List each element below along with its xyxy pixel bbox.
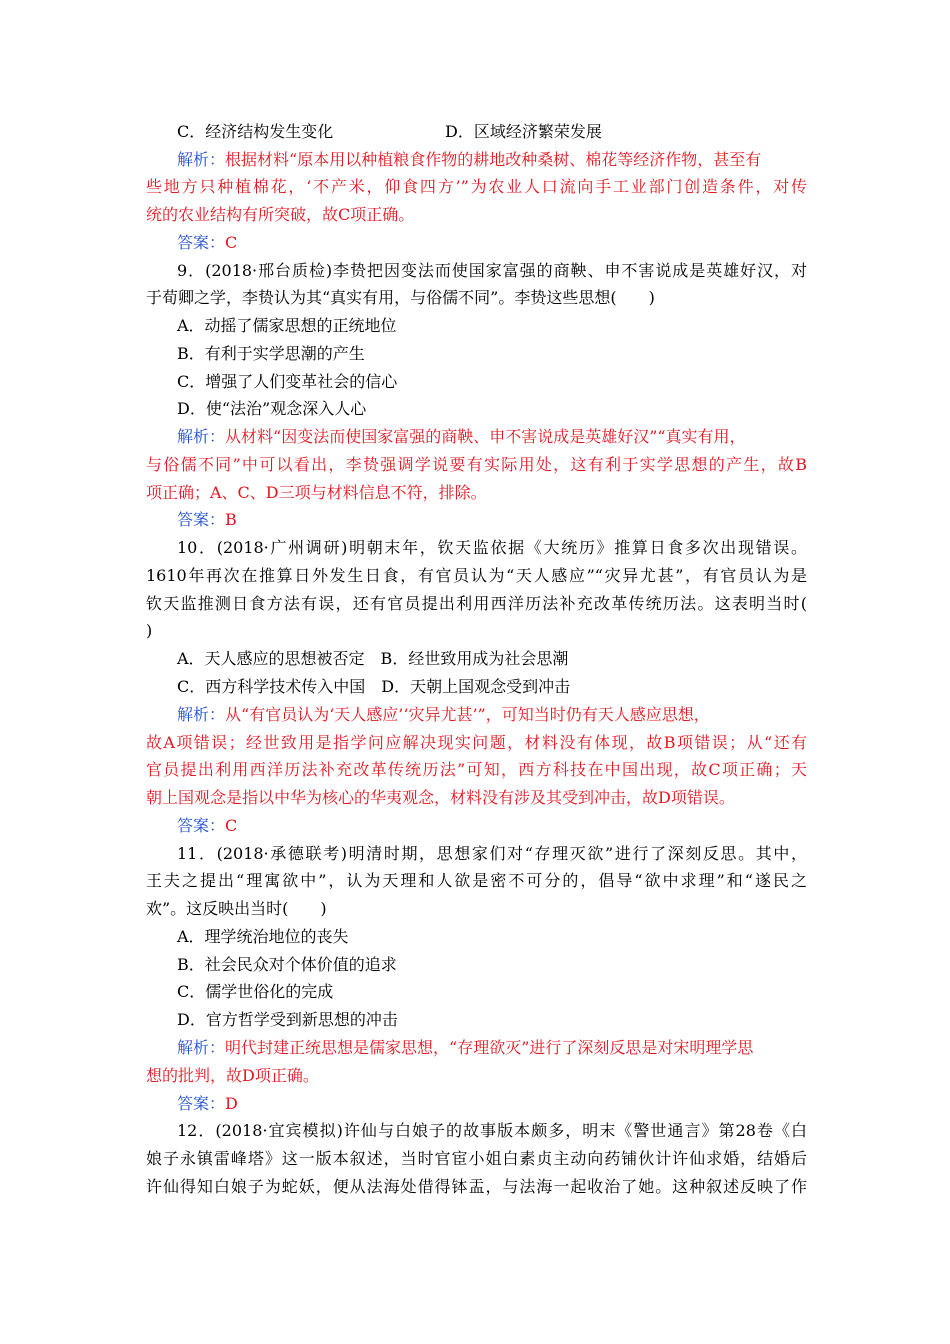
- q9-stem-line-1: 9．(2018·邢台质检)李贽把因变法而使国家富强的商鞅、申不害说成是英雄好汉，对: [177, 261, 807, 280]
- answer-label: 答案：: [177, 816, 226, 835]
- answer-value: B: [225, 510, 237, 529]
- q8-answer: [177, 230, 237, 256]
- q12-stem-line-1: 12．(2018·宜宾模拟)许仙与白娘子的故事版本颇多，明末《警世通言》第28卷《白: [177, 1121, 807, 1140]
- q8-analysis-line-1: 解析：根据材料“原本用以种植粮食作物的耕地改种桑树、棉花等经济作物，甚至有: [177, 150, 762, 169]
- q12-stem-line-3: 许仙得知白娘子为蛇妖，便从法海处借得钵盂，与法海一起收治了她。这种叙述反映了作: [146, 1177, 807, 1196]
- q12-stem-line-2: 娘子永镇雷峰塔》这一版本叙述，当时官宦小姐白素贞主动向药铺伙计许仙求婚，结婚后: [146, 1149, 807, 1168]
- q10-stem-line-3: 钦天监推测日食方法有误，还有官员提出利用西洋历法补充改革传统历法。这表明当时(: [146, 594, 807, 613]
- q11-option-a: A．理学统治地位的丧失: [177, 927, 349, 946]
- q9-analysis-line-2: 与俗儒不同”中可以看出，李贽强调学说要有实际用处，这有利于实学思想的产生，故B: [146, 455, 807, 474]
- q11-stem-line-2: 王夫之提出“理寓欲中”，认为天理和人欲是密不可分的，倡导“欲中求理”和“遂民之: [146, 871, 807, 890]
- answer-label: 答案：: [177, 1094, 226, 1113]
- q11-stem-line-1: 11．(2018·承德联考)明清时期，思想家们对“存理灭欲”进行了深刻反思。其中，: [177, 844, 807, 863]
- q10-stem-line-4: ): [146, 621, 153, 640]
- q9-answer: [177, 507, 237, 533]
- answer-label: 答案：: [177, 510, 226, 529]
- q8-option-d: D．区域经济繁荣发展: [445, 122, 602, 141]
- answer-value: C: [225, 233, 238, 252]
- answer-value: D: [225, 1094, 238, 1113]
- q11-analysis-line-2: 想的批判，故D项正确。: [146, 1066, 319, 1085]
- answer-label: 答案：: [177, 233, 226, 252]
- q10-options-cd: C．西方科学技术传入中国 D．天朝上国观念受到冲击: [177, 677, 571, 696]
- q10-stem-line-1: 10．(2018·广州调研)明朝末年，钦天监依据《大统历》推算日食多次出现错误。: [177, 538, 807, 557]
- analysis-label: 解析：: [177, 1038, 226, 1057]
- q11-option-d: D．官方哲学受到新思想的冲击: [177, 1010, 398, 1029]
- q9-stem-line-2: 于荀卿之学，李贽认为其“真实有用，与俗儒不同”。李贽这些思想( ): [146, 288, 655, 307]
- analysis-label: 解析：: [177, 705, 226, 724]
- q11-analysis-line-1: 解析：明代封建正统思想是儒家思想，“存理欲灭”进行了深刻反思是对宋明理学思: [177, 1038, 754, 1057]
- analysis-label: 解析：: [177, 150, 226, 169]
- analysis-label: 解析：: [177, 427, 226, 446]
- q11-option-c: C．儒学世俗化的完成: [177, 982, 334, 1001]
- q10-answer: [177, 813, 237, 839]
- q10-stem-line-2: 1610年再次在推算日外发生日食，有官员认为“天人感应”“灾异尤甚”，有官员认为是: [146, 566, 807, 585]
- q9-analysis-line-1: 解析：从材料“因变法而使国家富强的商鞅、申不害说成是英雄好汉”“真实有用，: [177, 427, 746, 446]
- q11-answer: [177, 1091, 238, 1117]
- q10-analysis-line-3: 官员提出利用西洋历法补充改革传统历法”可知，西方科技在中国出现，故C项正确；天: [146, 760, 807, 779]
- q9-option-c: C．增强了人们变革社会的信心: [177, 372, 398, 391]
- q11-stem-line-3: 欢”。这反映出当时( ): [146, 899, 327, 918]
- q9-option-d: D．使“法治”观念深入人心: [177, 399, 367, 418]
- q9-option-a: A．动摇了儒家思想的正统地位: [177, 316, 397, 335]
- q10-options-ab: A．天人感应的思想被否定 B．经世致用成为社会思潮: [177, 649, 569, 668]
- q8-analysis-line-2: 些地方只种植棉花，‘不产米，仰食四方’”为农业人口流向手工业部门创造条件，对传: [146, 177, 807, 196]
- q9-option-b: B．有利于实学思潮的产生: [177, 344, 365, 363]
- q10-analysis-line-1: 解析：从“有官员认为‘天人感应’‘灾异尤甚’”，可知当时仍有天人感应思想，: [177, 705, 710, 724]
- q9-analysis-line-3: 项正确；A、C、D三项与材料信息不符，排除。: [146, 483, 487, 502]
- q10-analysis-line-4: 朝上国观念是指以中华为核心的华夷观念，材料没有涉及其受到冲击，故D项错误。: [146, 788, 735, 807]
- q8-analysis-line-3: 统的农业结构有所突破，故C项正确。: [146, 205, 415, 224]
- q11-option-b: B．社会民众对个体价值的追求: [177, 955, 397, 974]
- answer-value: C: [225, 816, 238, 835]
- q8-option-c: C．经济结构发生变化: [177, 122, 334, 141]
- q10-analysis-line-2: 故A项错误；经世致用是指学问应解决现实问题，材料没有体现，故B项错误；从“还有: [146, 733, 807, 752]
